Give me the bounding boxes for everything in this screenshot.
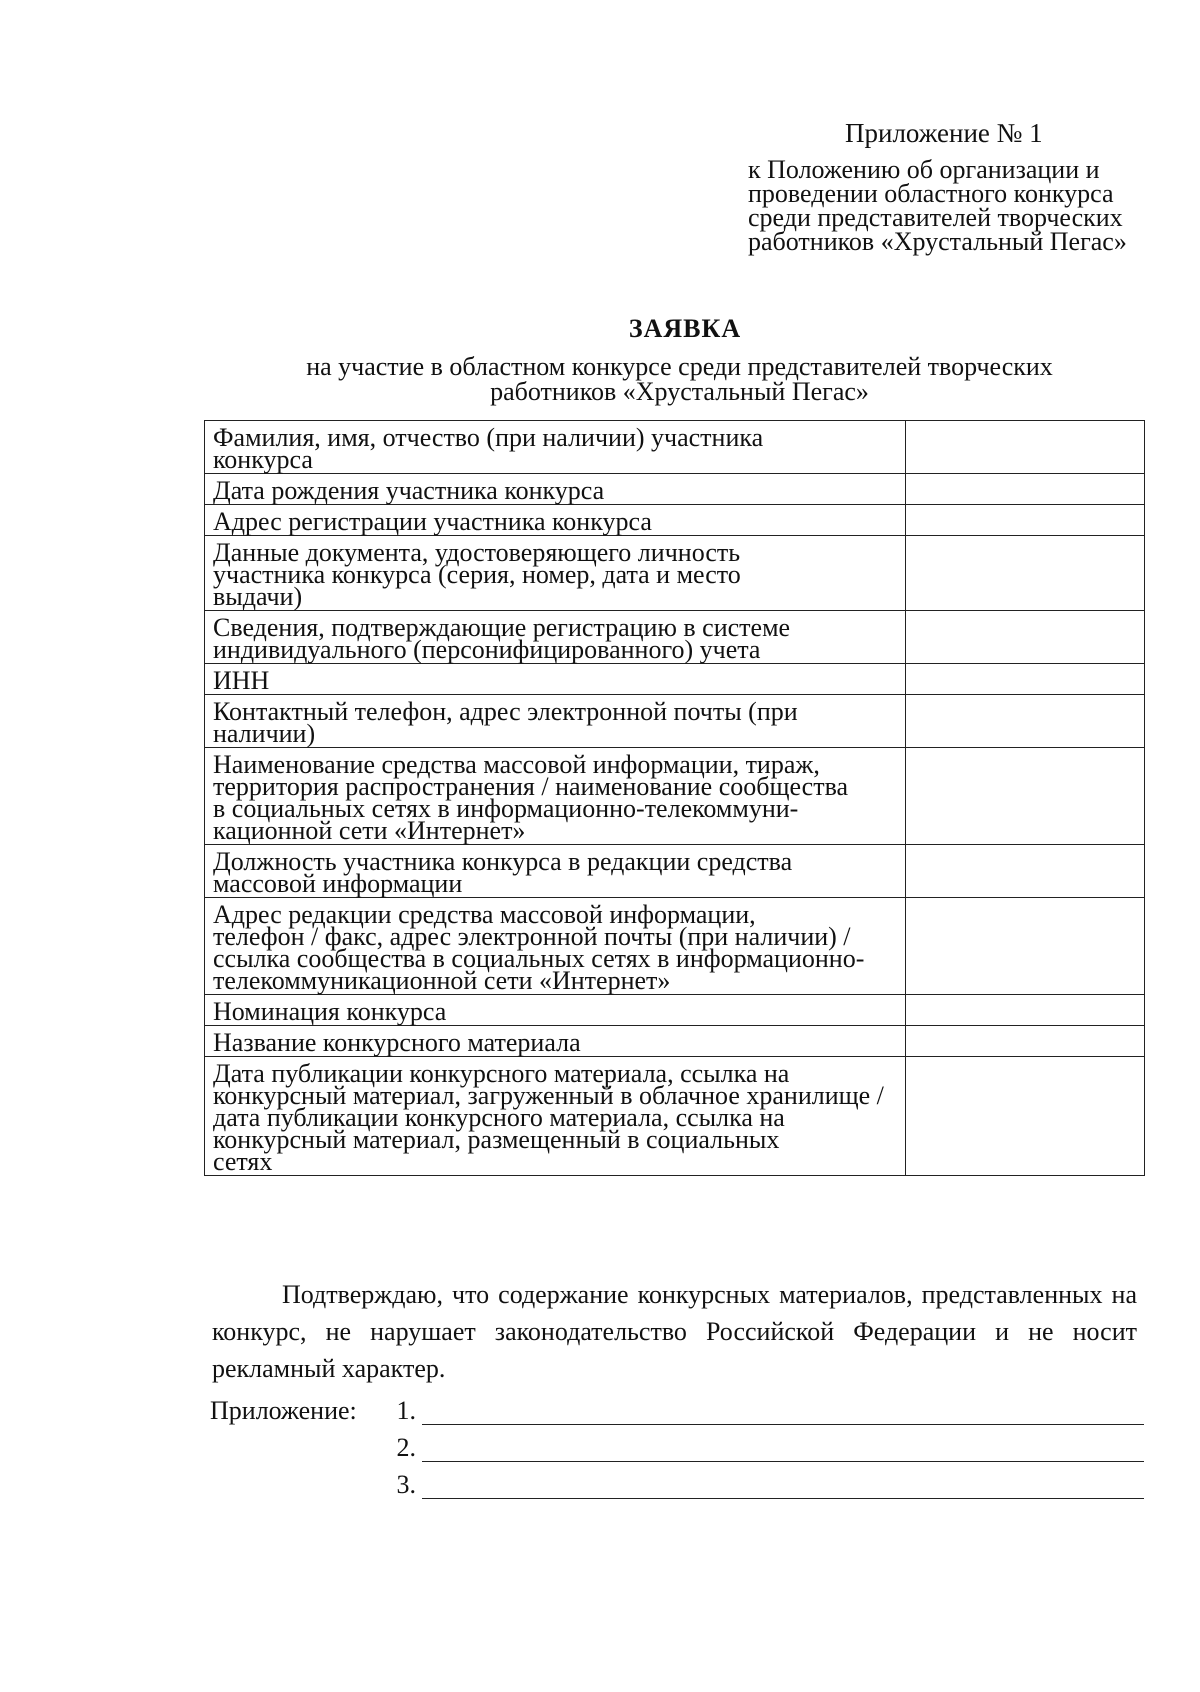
form-row-value[interactable]: [906, 695, 1145, 748]
form-row: [205, 611, 1145, 664]
form-row-label: [205, 1026, 906, 1057]
label-line: Адрес редакции средства массовой информации,: [213, 900, 756, 929]
label-line: в социальных сетях в информационно-телекоммуни-: [213, 794, 799, 823]
label-line: Дата рождения участника конкурса: [213, 476, 605, 505]
label-line: Номинация конкурса: [213, 997, 447, 1026]
label-line: Дата публикации конкурсного материала, ссылка на: [213, 1059, 790, 1088]
label-line: телефон / факс, адрес электронной почты (при наличии) /: [213, 922, 851, 951]
form-row: [205, 695, 1145, 748]
form-row-label: [205, 664, 906, 695]
attachment-line[interactable]: [422, 1424, 1144, 1425]
form-table-body: [205, 421, 1145, 1176]
appendix-line: к Положению об организации и: [748, 155, 1100, 184]
form-row-value[interactable]: [906, 421, 1145, 474]
label-line: Контактный телефон, адрес электронной почты (при: [213, 697, 798, 726]
label-line: массовой информации: [213, 869, 463, 898]
label-line: наличии): [213, 719, 316, 748]
form-row-label: [205, 748, 906, 845]
appendix-line: работников «Хрустальный Пегас»: [748, 227, 1127, 256]
label-line: выдачи): [213, 582, 303, 611]
label-line: Должность участника конкурса в редакции средства: [213, 847, 793, 876]
attachment-number: 1.: [396, 1396, 416, 1425]
appendix-line: среди представителей творческих: [748, 203, 1123, 232]
appendix-number: Приложение № 1: [845, 118, 1043, 148]
form-row-value[interactable]: [906, 1026, 1145, 1057]
label-line: Наименование средства массовой информации, тираж,: [213, 750, 820, 779]
form-row-value[interactable]: [906, 995, 1145, 1026]
label-line: кационной сети «Интернет»: [213, 816, 526, 845]
form-row-value[interactable]: [906, 748, 1145, 845]
form-row-value[interactable]: [906, 845, 1145, 898]
form-row: [205, 536, 1145, 611]
form-row-value[interactable]: [906, 898, 1145, 995]
label-line: ИНН: [213, 666, 270, 695]
label-line: Данные документа, удостоверяющего личность: [213, 538, 741, 567]
label-line: территория распространения / наименование сообщества: [213, 772, 849, 801]
label-line: Фамилия, имя, отчество (при наличии) участника: [213, 423, 764, 452]
form-row-label: [205, 1057, 906, 1176]
label-line: участника конкурса (серия, номер, дата и место: [213, 560, 741, 589]
form-row-label: [205, 995, 906, 1026]
form-row-label: [205, 536, 906, 611]
document-subtitle: [262, 354, 1097, 404]
appendix-header: [748, 116, 1168, 254]
subtitle-line: работников «Хрустальный Пегас»: [490, 377, 869, 406]
label-line: сетях: [213, 1147, 273, 1176]
label-line: Название конкурсного материала: [213, 1028, 581, 1057]
attachment-number: 3.: [396, 1470, 416, 1499]
subtitle-line: на участие в областном конкурсе среди представителей творческих: [306, 352, 1053, 381]
form-row: [205, 474, 1145, 505]
label-line: конкурса: [213, 445, 313, 474]
application-form-table: [204, 420, 1145, 1176]
label-line: дата публикации конкурсного материала, ссылка на: [213, 1103, 785, 1132]
form-row-value[interactable]: [906, 505, 1145, 536]
label-line: ссылка сообщества в социальных сетях в информационно-: [213, 944, 865, 973]
label-line: конкурсный материал, загруженный в облачное хранилище /: [213, 1081, 884, 1110]
attachment-line[interactable]: [422, 1498, 1144, 1499]
form-row-value[interactable]: [906, 536, 1145, 611]
appendix-line: проведении областного конкурса: [748, 179, 1114, 208]
form-row-label: [205, 505, 906, 536]
form-row: [205, 748, 1145, 845]
form-row-label: [205, 898, 906, 995]
form-row-label: [205, 695, 906, 748]
form-row-value[interactable]: [906, 664, 1145, 695]
form-row: [205, 1057, 1145, 1176]
label-line: Адрес регистрации участника конкурса: [213, 507, 652, 536]
label-line: конкурсный материал, размещенный в социальных: [213, 1125, 780, 1154]
form-row-label: [205, 474, 906, 505]
form-row: [205, 1026, 1145, 1057]
attachment-number: 2.: [396, 1433, 416, 1462]
form-row: [205, 664, 1145, 695]
document-title: ЗАЯВКА: [628, 314, 742, 343]
form-row-label: [205, 611, 906, 664]
appendix-text: [748, 155, 1168, 256]
form-row: [205, 995, 1145, 1026]
attachments-label: Приложение:: [210, 1396, 357, 1425]
form-row-value[interactable]: [906, 611, 1145, 664]
form-row: [205, 505, 1145, 536]
form-row: [205, 421, 1145, 474]
label-line: телекоммуникационной сети «Интернет»: [213, 966, 671, 995]
confirmation-text: Подтверждаю, что содержание конкурсных материалов, представленных на конкурс, не нарушает законодательство Российской Федерации и не носит рекламный характер.: [212, 1280, 1137, 1383]
form-row: [205, 845, 1145, 898]
form-row: [205, 898, 1145, 995]
form-row-value[interactable]: [906, 474, 1145, 505]
label-line: Сведения, подтверждающие регистрацию в системе: [213, 613, 791, 642]
attachment-line[interactable]: [422, 1461, 1144, 1462]
form-row-value[interactable]: [906, 1057, 1145, 1176]
form-row-label: [205, 845, 906, 898]
label-line: индивидуального (персонифицированного) учета: [213, 635, 761, 664]
form-row-label: [205, 421, 906, 474]
